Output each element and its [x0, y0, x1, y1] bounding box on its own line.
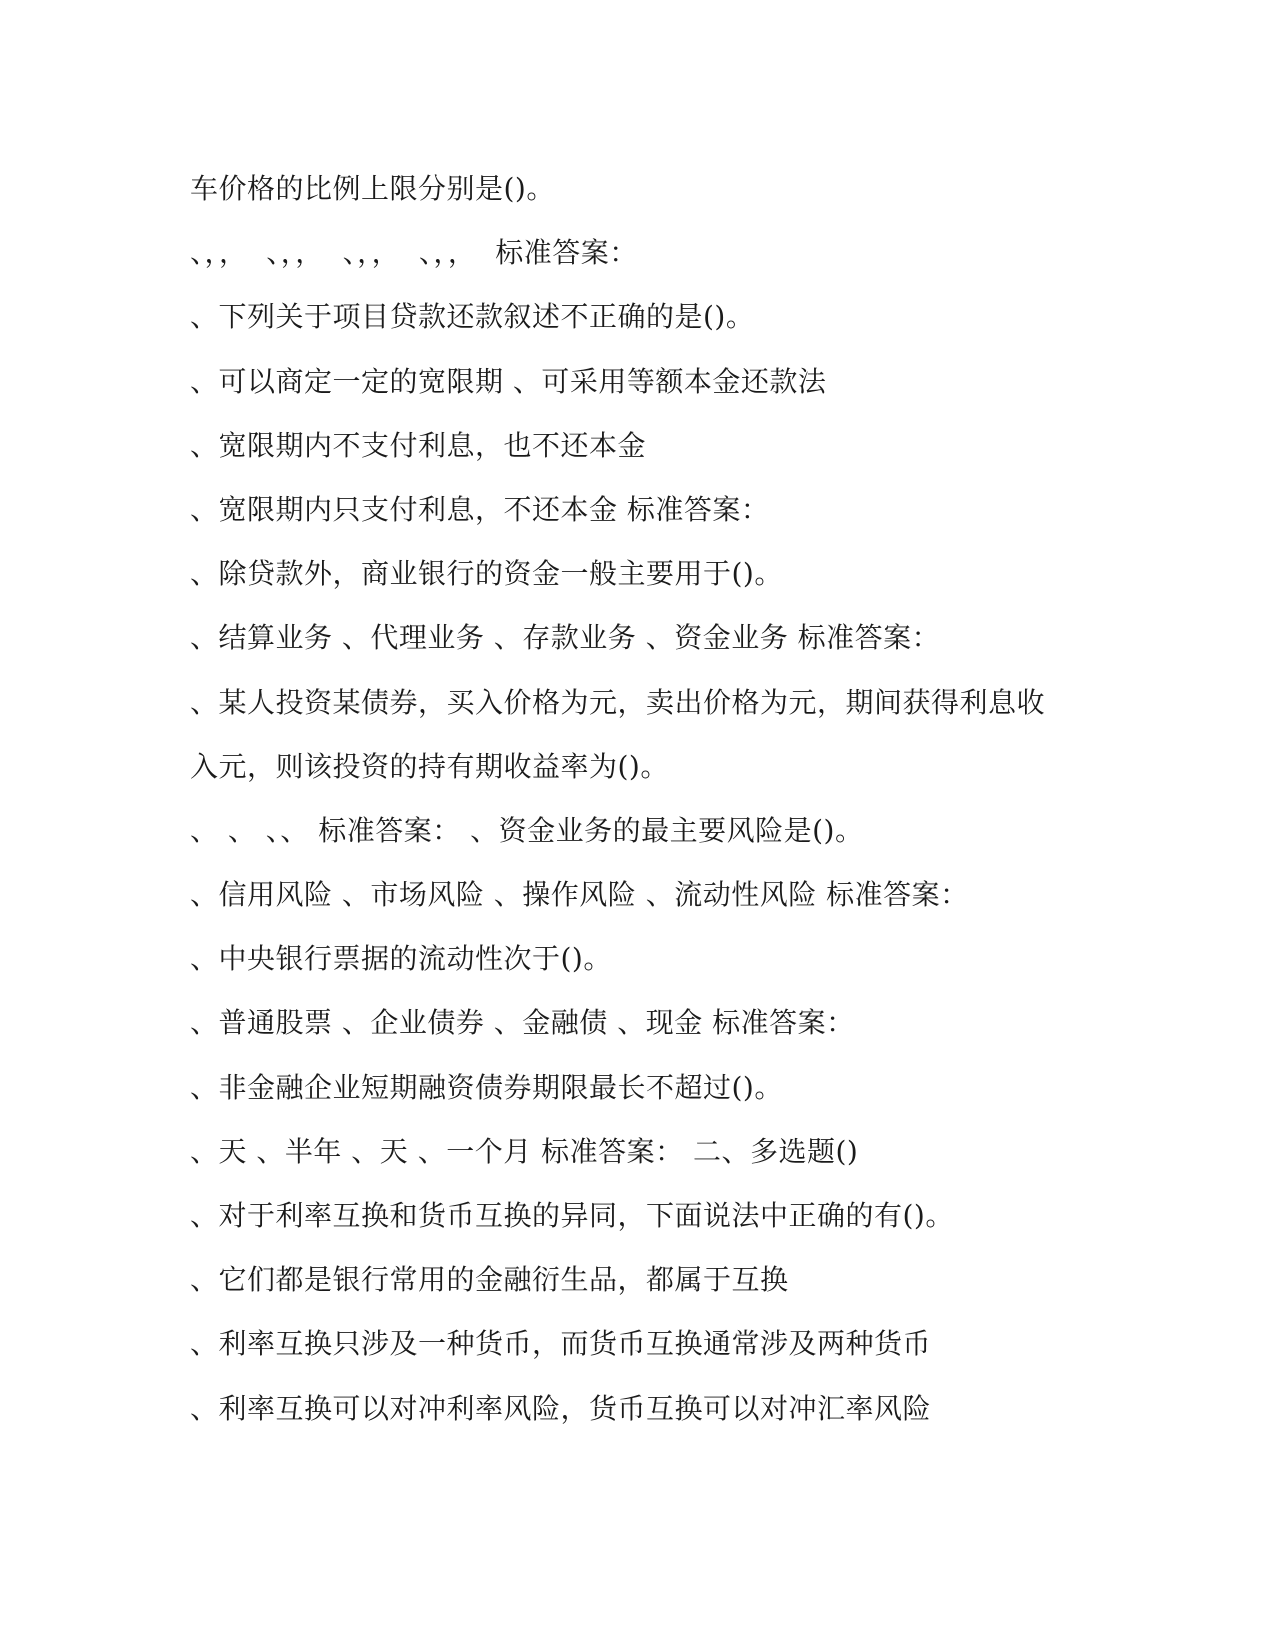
- text-line: 、信用风险 、市场风险 、操作风险 、流动性风险 标准答案：: [190, 878, 969, 912]
- text-line: 、宽限期内只支付利息，不还本金 标准答案：: [190, 492, 770, 526]
- text-line: 、非金融企业短期融资债券期限最长不超过()。: [190, 1070, 783, 1104]
- text-line: 、 、 、、 标准答案： 、资金业务的最主要风险是()。: [190, 813, 864, 847]
- text-line: 、，， 、，， 、，， 、，， 标准答案：: [190, 236, 638, 270]
- text-line: 、对于利率互换和货币互换的异同，下面说法中正确的有()。: [190, 1199, 954, 1232]
- text-line: 、中央银行票据的流动性次于()。: [190, 942, 612, 976]
- text-line: 、结算业务 、代理业务 、存款业务 、资金业务 标准答案：: [190, 621, 941, 655]
- text-line: 、宽限期内不支付利息，也不还本金: [190, 428, 647, 462]
- text-line: 、天 、半年 、天 、一个月 标准答案： 二、多选题(): [190, 1134, 859, 1168]
- text-line: 入元，则该投资的持有期收益率为()。: [190, 749, 669, 783]
- text-line: 、利率互换只涉及一种货币，而货币互换通常涉及两种货币: [190, 1327, 932, 1361]
- text-line: 、除贷款外，商业银行的资金一般主要用于()。: [190, 557, 783, 591]
- text-line: 、利率互换可以对冲利率风险，货币互换可以对冲汇率风险: [190, 1391, 932, 1425]
- text-line: 、它们都是银行常用的金融衍生品，都属于互换: [190, 1263, 789, 1297]
- text-line: 、普通股票 、企业债券 、金融债 、现金 标准答案：: [190, 1006, 855, 1040]
- text-line: 、可以商定一定的宽限期 、可采用等额本金还款法: [190, 364, 827, 398]
- text-line: 车价格的比例上限分别是()。: [190, 172, 555, 205]
- text-line: 、下列关于项目贷款还款叙述不正确的是()。: [190, 300, 755, 334]
- text-line: 、某人投资某债券，买入价格为元，卖出价格为元，期间获得利息收: [190, 685, 1046, 719]
- document-body: [190, 157, 1090, 1441]
